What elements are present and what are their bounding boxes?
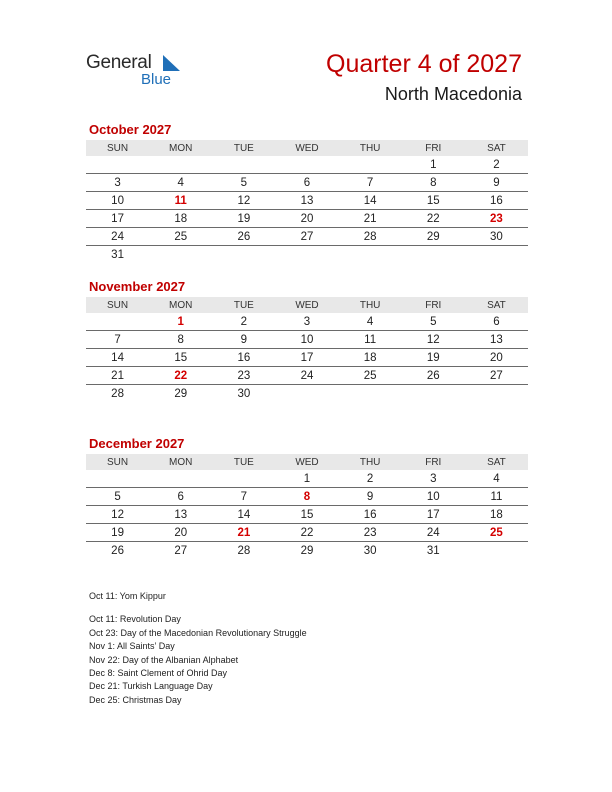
weekday-header: FRI [402,297,465,313]
weekday-header: TUE [212,140,275,156]
day-cell: 29 [300,544,314,557]
note-line: Nov 22: Day of the Albanian Alphabet [89,654,239,665]
empty-day-cell [212,156,275,174]
day-cell: 13 [465,331,528,349]
day-cell: 19 [86,524,149,542]
day-cell: 1 [275,470,338,488]
day-cell: 25 [339,367,402,385]
brand-name-blue: Blue [141,71,172,88]
month-december [86,436,528,559]
day-cell: 19 [212,210,275,228]
weekday-header: MON [149,454,212,470]
day-cell: 8 [275,488,338,506]
weekday-header: THU [339,140,402,156]
day-cell: 22 [275,524,338,542]
week-row [86,228,528,246]
empty-day-cell [402,246,465,264]
week-row [86,488,528,506]
weekday-header: FRI [402,454,465,470]
day-cell: 4 [339,313,402,331]
day-cell: 10 [275,331,338,349]
calendar-grid [86,454,528,559]
day-cell: 13 [275,192,338,210]
day-cell: 18 [339,349,402,367]
day-cell: 20 [465,349,528,367]
weekday-header: WED [275,297,338,313]
day-cell: 21 [86,367,149,385]
day-cell: 28 [237,544,251,557]
day-cell: 31 [111,248,124,261]
weekday-header: THU [339,454,402,470]
day-cell: 16 [339,506,402,524]
day-cell: 12 [212,192,275,210]
day-cell: 9 [465,174,528,192]
day-cell: 4 [149,174,212,192]
week-row [86,506,528,524]
day-cell: 5 [402,313,465,331]
empty-day-cell [339,385,402,403]
note-line: Dec 25: Christmas Day [89,694,182,705]
month-november [86,279,528,402]
day-cell: 16 [465,192,528,210]
day-cell: 2 [465,156,528,174]
day-cell: 7 [212,488,275,506]
empty-day-cell [212,470,275,488]
day-cell: 23 [212,367,275,385]
weekday-header: WED [275,454,338,470]
day-cell: 9 [212,331,275,349]
day-cell: 2 [212,313,275,331]
empty-day-cell [465,246,528,264]
day-cell: 21 [212,524,275,542]
day-cell: 10 [402,488,465,506]
day-cell: 3 [402,470,465,488]
note-line: Oct 11: Yom Kippur [89,591,166,601]
week-row [86,174,528,192]
day-cell: 30 [465,228,528,246]
day-cell: 6 [465,313,528,331]
day-cell: 24 [402,524,465,542]
empty-day-cell [402,385,465,403]
day-cell: 19 [402,349,465,367]
brand-name-general: General [86,52,152,73]
day-cell: 16 [212,349,275,367]
day-cell: 17 [275,349,338,367]
note-line: Oct 11: Revolution Day [89,614,181,625]
calendar-grid [86,140,528,263]
day-cell: 6 [149,488,212,506]
empty-day-cell [339,246,402,264]
week-row [86,349,528,367]
day-cell: 7 [86,331,149,349]
day-cell: 14 [339,192,402,210]
empty-day-cell [212,246,275,264]
day-cell: 27 [275,228,338,246]
day-cell: 17 [86,210,149,228]
day-cell: 23 [465,210,528,228]
day-cell: 3 [86,174,149,192]
day-cell: 21 [339,210,402,228]
day-cell: 10 [86,192,149,210]
month-title: November 2027 [89,279,186,294]
day-cell: 25 [465,524,528,542]
day-cell: 28 [339,228,402,246]
weekday-header: TUE [212,454,275,470]
day-cell: 27 [465,367,528,385]
empty-day-cell [275,246,338,264]
note-line: Oct 23: Day of the Macedonian Revolutionary Struggle [89,627,307,638]
week-row [86,210,528,228]
week-row [86,542,528,560]
empty-day-cell [149,156,212,174]
empty-day-cell [465,542,528,560]
calendar-grid [86,297,528,402]
holiday-notes [89,590,307,707]
day-cell: 18 [149,210,212,228]
day-cell: 24 [275,367,338,385]
day-cell: 22 [402,210,465,228]
weekday-header: WED [275,140,338,156]
weekday-header: SUN [86,140,149,156]
week-row [86,192,528,210]
day-cell: 3 [275,313,338,331]
note-line: Dec 8: Saint Clement of Ohrid Day [89,668,228,679]
day-cell: 5 [86,488,149,506]
day-cell: 13 [149,506,212,524]
weekday-header: TUE [212,297,275,313]
day-cell: 24 [86,228,149,246]
day-cell: 6 [275,174,338,192]
weekday-header: FRI [402,140,465,156]
day-cell: 31 [426,544,440,557]
weekday-header: SAT [465,297,528,313]
empty-day-cell [86,313,149,331]
brand-triangle-icon [163,55,181,72]
weekday-header: SAT [465,454,528,470]
day-cell: 12 [86,506,149,524]
day-cell: 1 [402,156,465,174]
empty-day-cell [149,246,212,264]
day-cell: 29 [174,387,188,400]
day-cell: 15 [275,506,338,524]
day-cell: 2 [339,470,402,488]
weekday-header: SUN [86,297,149,313]
week-row [86,246,528,264]
empty-day-cell [86,156,149,174]
weekday-header: SUN [86,454,149,470]
day-cell: 8 [402,174,465,192]
day-cell: 27 [174,544,188,557]
day-cell: 9 [339,488,402,506]
day-cell: 11 [465,488,528,506]
week-row [86,156,528,174]
month-title: December 2027 [89,436,185,451]
weekday-header: THU [339,297,402,313]
day-cell: 26 [111,544,124,557]
week-row [86,331,528,349]
weekday-header: MON [149,140,212,156]
day-cell: 4 [465,470,528,488]
brand-logo [86,50,196,90]
day-cell: 23 [339,524,402,542]
day-cell: 8 [149,331,212,349]
note-line: Dec 21: Turkish Language Day [89,681,213,692]
week-row [86,470,528,488]
page-subtitle: North Macedonia [384,84,522,104]
day-cell: 30 [363,544,377,557]
day-cell: 20 [149,524,212,542]
day-cell: 11 [339,331,402,349]
day-cell: 20 [275,210,338,228]
week-row [86,524,528,542]
day-cell: 22 [149,367,212,385]
empty-day-cell [86,470,149,488]
day-cell: 25 [149,228,212,246]
week-row [86,367,528,385]
empty-day-cell [149,470,212,488]
week-row [86,313,528,331]
day-cell: 7 [339,174,402,192]
month-title: October 2027 [89,122,172,137]
day-cell: 26 [402,367,465,385]
empty-day-cell [275,385,338,403]
day-cell: 28 [111,387,124,400]
empty-day-cell [275,156,338,174]
weekday-header: MON [149,297,212,313]
empty-day-cell [339,156,402,174]
weekday-header: SAT [465,140,528,156]
day-cell: 1 [149,313,212,331]
day-cell: 17 [402,506,465,524]
day-cell: 29 [402,228,465,246]
day-cell: 11 [149,192,212,210]
day-cell: 14 [86,349,149,367]
month-october [86,122,528,263]
day-cell: 30 [237,387,251,400]
day-cell: 12 [402,331,465,349]
day-cell: 15 [402,192,465,210]
day-cell: 15 [149,349,212,367]
note-line: Nov 1: All Saints’ Day [89,641,175,652]
day-cell: 26 [212,228,275,246]
page-title: Quarter 4 of 2027 [326,50,522,78]
day-cell: 14 [212,506,275,524]
week-row [86,385,528,403]
empty-day-cell [465,385,528,403]
day-cell: 5 [212,174,275,192]
day-cell: 18 [465,506,528,524]
